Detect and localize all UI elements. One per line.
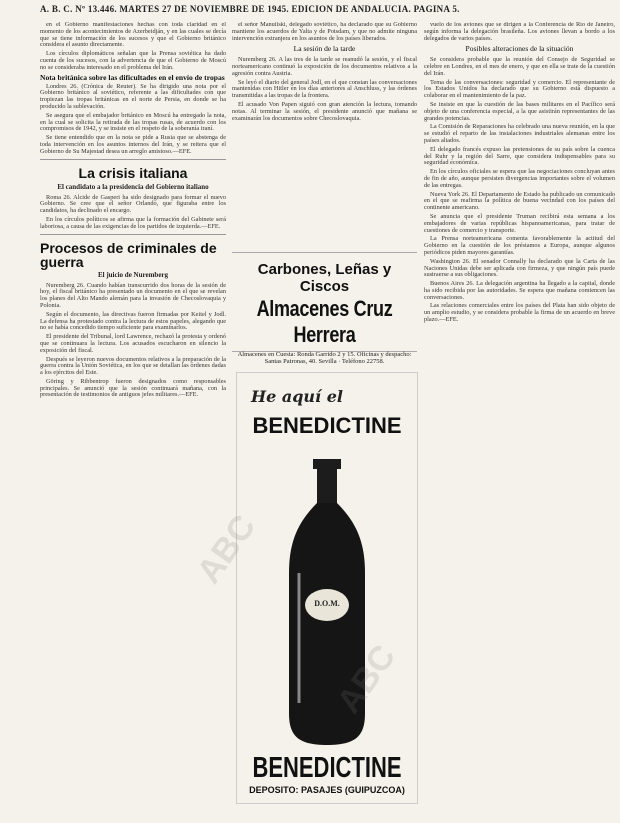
headline-war-crimes: Procesos de criminales de guerra	[40, 239, 217, 270]
bottle-cap	[313, 459, 341, 469]
ad-brand: Almacenes Cruz Herrera	[256, 295, 393, 347]
article-paragraph: en el Gobierno manifestaciones hechas con toda claridad en el momento de los acontecimientos de Azerbeidján, y en las cuales se decía que se tiene información de los sucesos y que el Gobierno británico considera el asunto directamente.	[40, 22, 226, 49]
headline-italian-crisis: La crisis italiana	[78, 164, 188, 181]
bottle-label-text: D.O.M.	[314, 599, 340, 608]
article-paragraph: Nuremberg 26. Cuando habían transcurrido dos horas de la sesión de hoy, el fiscal británico ha presentado un documento en el que se revelan los planes del Alto Mando alemán para la invasión de Checoslovaquia y Polonia.	[40, 281, 226, 309]
article-paragraph: Se insiste en que la cuestión de las bases militares en el Pacífico será objeto de una conferencia especial, a la que asistirán representantes de las grandes potencias.	[424, 100, 615, 122]
article-paragraph: Nuremberg 26. A las tres de la tarde se reanudó la sesión, y el fiscal norteamericano continuó la exposición de los documentos relativos a la agresión contra Austria.	[232, 56, 417, 77]
article-paragraph: Se tiene entendido que en la nota se pide a Rusia que se abstenga de toda intervención en los asuntos internos del Irán, y se reitera que el Gobierno de Su Majestad desea un arreglo amistoso.—EFE.	[40, 134, 226, 155]
article-paragraph: Göring y Ribbentrop fueron designados como responsables principales. Se anunció que la sesión continuará mañana, con la presentación de testimonios de antiguos jefes militares.—EFE.	[40, 377, 226, 399]
ad-brand-top: BENEDICTINE	[252, 413, 402, 438]
article-paragraph: Se leyó el diario del general Jodl, en el que constan las conversaciones mantenidas con Hitler en los días anteriores al Anschluss, y las órdenes transmitidas a las tropas de la frontera.	[232, 78, 417, 100]
watermark: ABC	[329, 638, 404, 721]
masthead: A. B. C. Nº 13.446. MARTES 27 DE NOVIEMBRE DE 1945. EDICION DE ANDALUCIA. PAGINA 5.	[40, 4, 460, 14]
section-title-alterations: Posibles alteraciones de la situación	[465, 44, 574, 54]
article-paragraph: Se anuncia que el presidente Truman recibirá esta semana a los embajadores de varias repúblicas hispanoamericanas, para tratar de cuestiones de comercio y transporte.	[424, 212, 615, 234]
divider	[40, 159, 226, 160]
column-center	[232, 22, 417, 247]
article-paragraph: Se asegura que el embajador británico en Moscú ha entregado la nota, en la cual se solicita la retirada de las tropas rusas, de acuerdo con los compromisos de 1942, y se insiste en el respeto de la soberanía iraní.	[40, 111, 226, 133]
column-right	[424, 22, 615, 817]
article-paragraph: Londres 26. (Crónica de Reuter). Se ha dirigido una nota por el Gobierno británico al soviético, referente a las dificultades con que tropiezan las tropas británicas en el norte de Persia, en donde se ha producido la sublevación.	[40, 82, 226, 110]
ad-location: DEPOSITO: PASAJES (GUIPUZCOA)	[249, 785, 405, 795]
article-paragraph: En los círculos oficiales se espera que las negociaciones concluyan antes de fin de año, aunque persisten divergencias importantes sobre el volumen de las entregas.	[424, 168, 615, 189]
article-paragraph: El presidente del Tribunal, lord Lawrence, rechazó la protesta y ordenó que se continuara la lectura. Los acusados escucharon en silencio la exposición del fiscal.	[40, 333, 226, 354]
article-paragraph: Se considera probable que la reunión del Consejo de Seguridad se celebre en Londres, en el mes de enero, y que en ella se trate de la cuestión del Irán.	[424, 56, 615, 77]
article-paragraph: el señor Manuilski, delegado soviético, ha declarado que su Gobierno mantiene los acuerdos de Yalta y de Potsdam, y que no admite ninguna intervención extranjera en los asuntos de los países liberados.	[232, 22, 417, 42]
article-paragraph: Washington 26. El senador Connally ha declarado que la Carta de las Naciones Unidas debe ser aplicada con firmeza, y que ningún país puede sustraerse a sus obligaciones.	[424, 257, 615, 279]
article-paragraph: La Prensa norteamericana comenta favorablemente la actitud del Gobierno en la cuestión de los préstamos a Europa, aunque algunos periódicos piden mayores garantías.	[424, 235, 615, 256]
article-paragraph: En los círculos políticos se afirma que la formación del Gabinete será laboriosa, a causa de las exigencias de los partidos de izquierda.—EFE.	[40, 215, 226, 230]
ad-headline: Carbones, Leñas y Ciscos	[257, 261, 392, 295]
subheadline-nuremberg: El juicio de Nuremberg	[97, 270, 169, 279]
subheadline-italian-crisis: El candidato a la presidencia del Gobierno italiano	[57, 182, 209, 191]
advertisement-benedictine	[236, 372, 418, 804]
watermark: ABC	[189, 508, 264, 591]
section-title-afternoon: La sesión de la tarde	[293, 44, 356, 54]
article-paragraph: Según el documento, las directivas fueron firmadas por Keitel y Jodl. La defensa ha protestado contra la lectura de estos papeles, alegando que no se había concedido tiempo suficiente para examinarlos.	[40, 310, 226, 332]
article-paragraph: Buenos Aires 26. La delegación argentina ha llegado a la capital, donde ha sido recibida por las autoridades. Se espera que mañana comiencen las conversaciones.	[424, 280, 615, 301]
ad-brand-bottom: BENEDICTINE	[252, 751, 402, 784]
bottle-neck	[317, 465, 337, 505]
article-paragraph: Tema de las conversaciones: seguridad y comercio. El representante de los Estados Unidos ha declarado que su Gobierno está dispuesto a colaborar en el mantenimiento de la paz.	[424, 78, 615, 100]
article-paragraph: Las relaciones comerciales entre los países del Plata han sido objeto de un amplio estudio, y se considera probable la firma de un acuerdo en breve plazo.—EFE.	[424, 302, 615, 324]
article-paragraph: La Comisión de Reparaciones ha celebrado una nueva reunión, en la que se estudió el reparto de las instalaciones industriales alemanas entre los países aliados.	[424, 123, 615, 144]
article-paragraph: Nueva York 26. El Departamento de Estado ha publicado un comunicado en el que se reafirma la política de buena vecindad con los países del continente americano.	[424, 190, 615, 212]
ad-address: Almacenes en Cuesta: Ronda Garrido 2 y 15. Oficinas y despacho: Santas Patronas, 40. Sevilla · Teléfono 22758.	[237, 351, 412, 365]
ad-script-text: He aquí el	[251, 387, 343, 406]
column-left	[40, 22, 226, 817]
article-paragraph: vuelo de los aviones que se dirigen a la Conferencia de Río de Janeiro, según informa la delegación brasileña. Los aviones llevan a bordo a los delegados de varios países.	[424, 22, 615, 42]
article-paragraph: Roma 26. Alcide de Gasperi ha sido designado para formar el nuevo Gobierno. Se cree que el señor Orlando, que figuraba entre los candidatos, ha declinado el encargo.	[40, 193, 226, 215]
divider	[40, 234, 226, 235]
advertisement-cruz-herrera	[232, 252, 417, 365]
article-paragraph: El acusado Von Papen siguió con gran atención la lectura, tomando notas. Al terminar la sesión, el presidente anunció que mañana se examinarán los documentos sobre Checoslovaquia.	[232, 100, 417, 122]
article-paragraph: Después se leyeron nuevos documentos relativos a la preparación de la guerra contra la Unión Soviética, en los que se detallan las órdenes dadas a los ejércitos del Este.	[40, 355, 226, 377]
headline-british-note: Nota británica sobre las dificultades en el envío de tropas	[40, 72, 225, 82]
article-paragraph: Los círculos diplomáticos señalan que la Prensa soviética ha dado cuenta de los sucesos, con la advertencia de que el Gobierno de Moscú no se consideraba interesado en el problema del Irán.	[40, 50, 226, 71]
article-paragraph: El delegado francés expuso las pretensiones de su país sobre la cuenca del Ruhr y la región del Sarre, que considera indispensables para su seguridad económica.	[424, 145, 615, 167]
